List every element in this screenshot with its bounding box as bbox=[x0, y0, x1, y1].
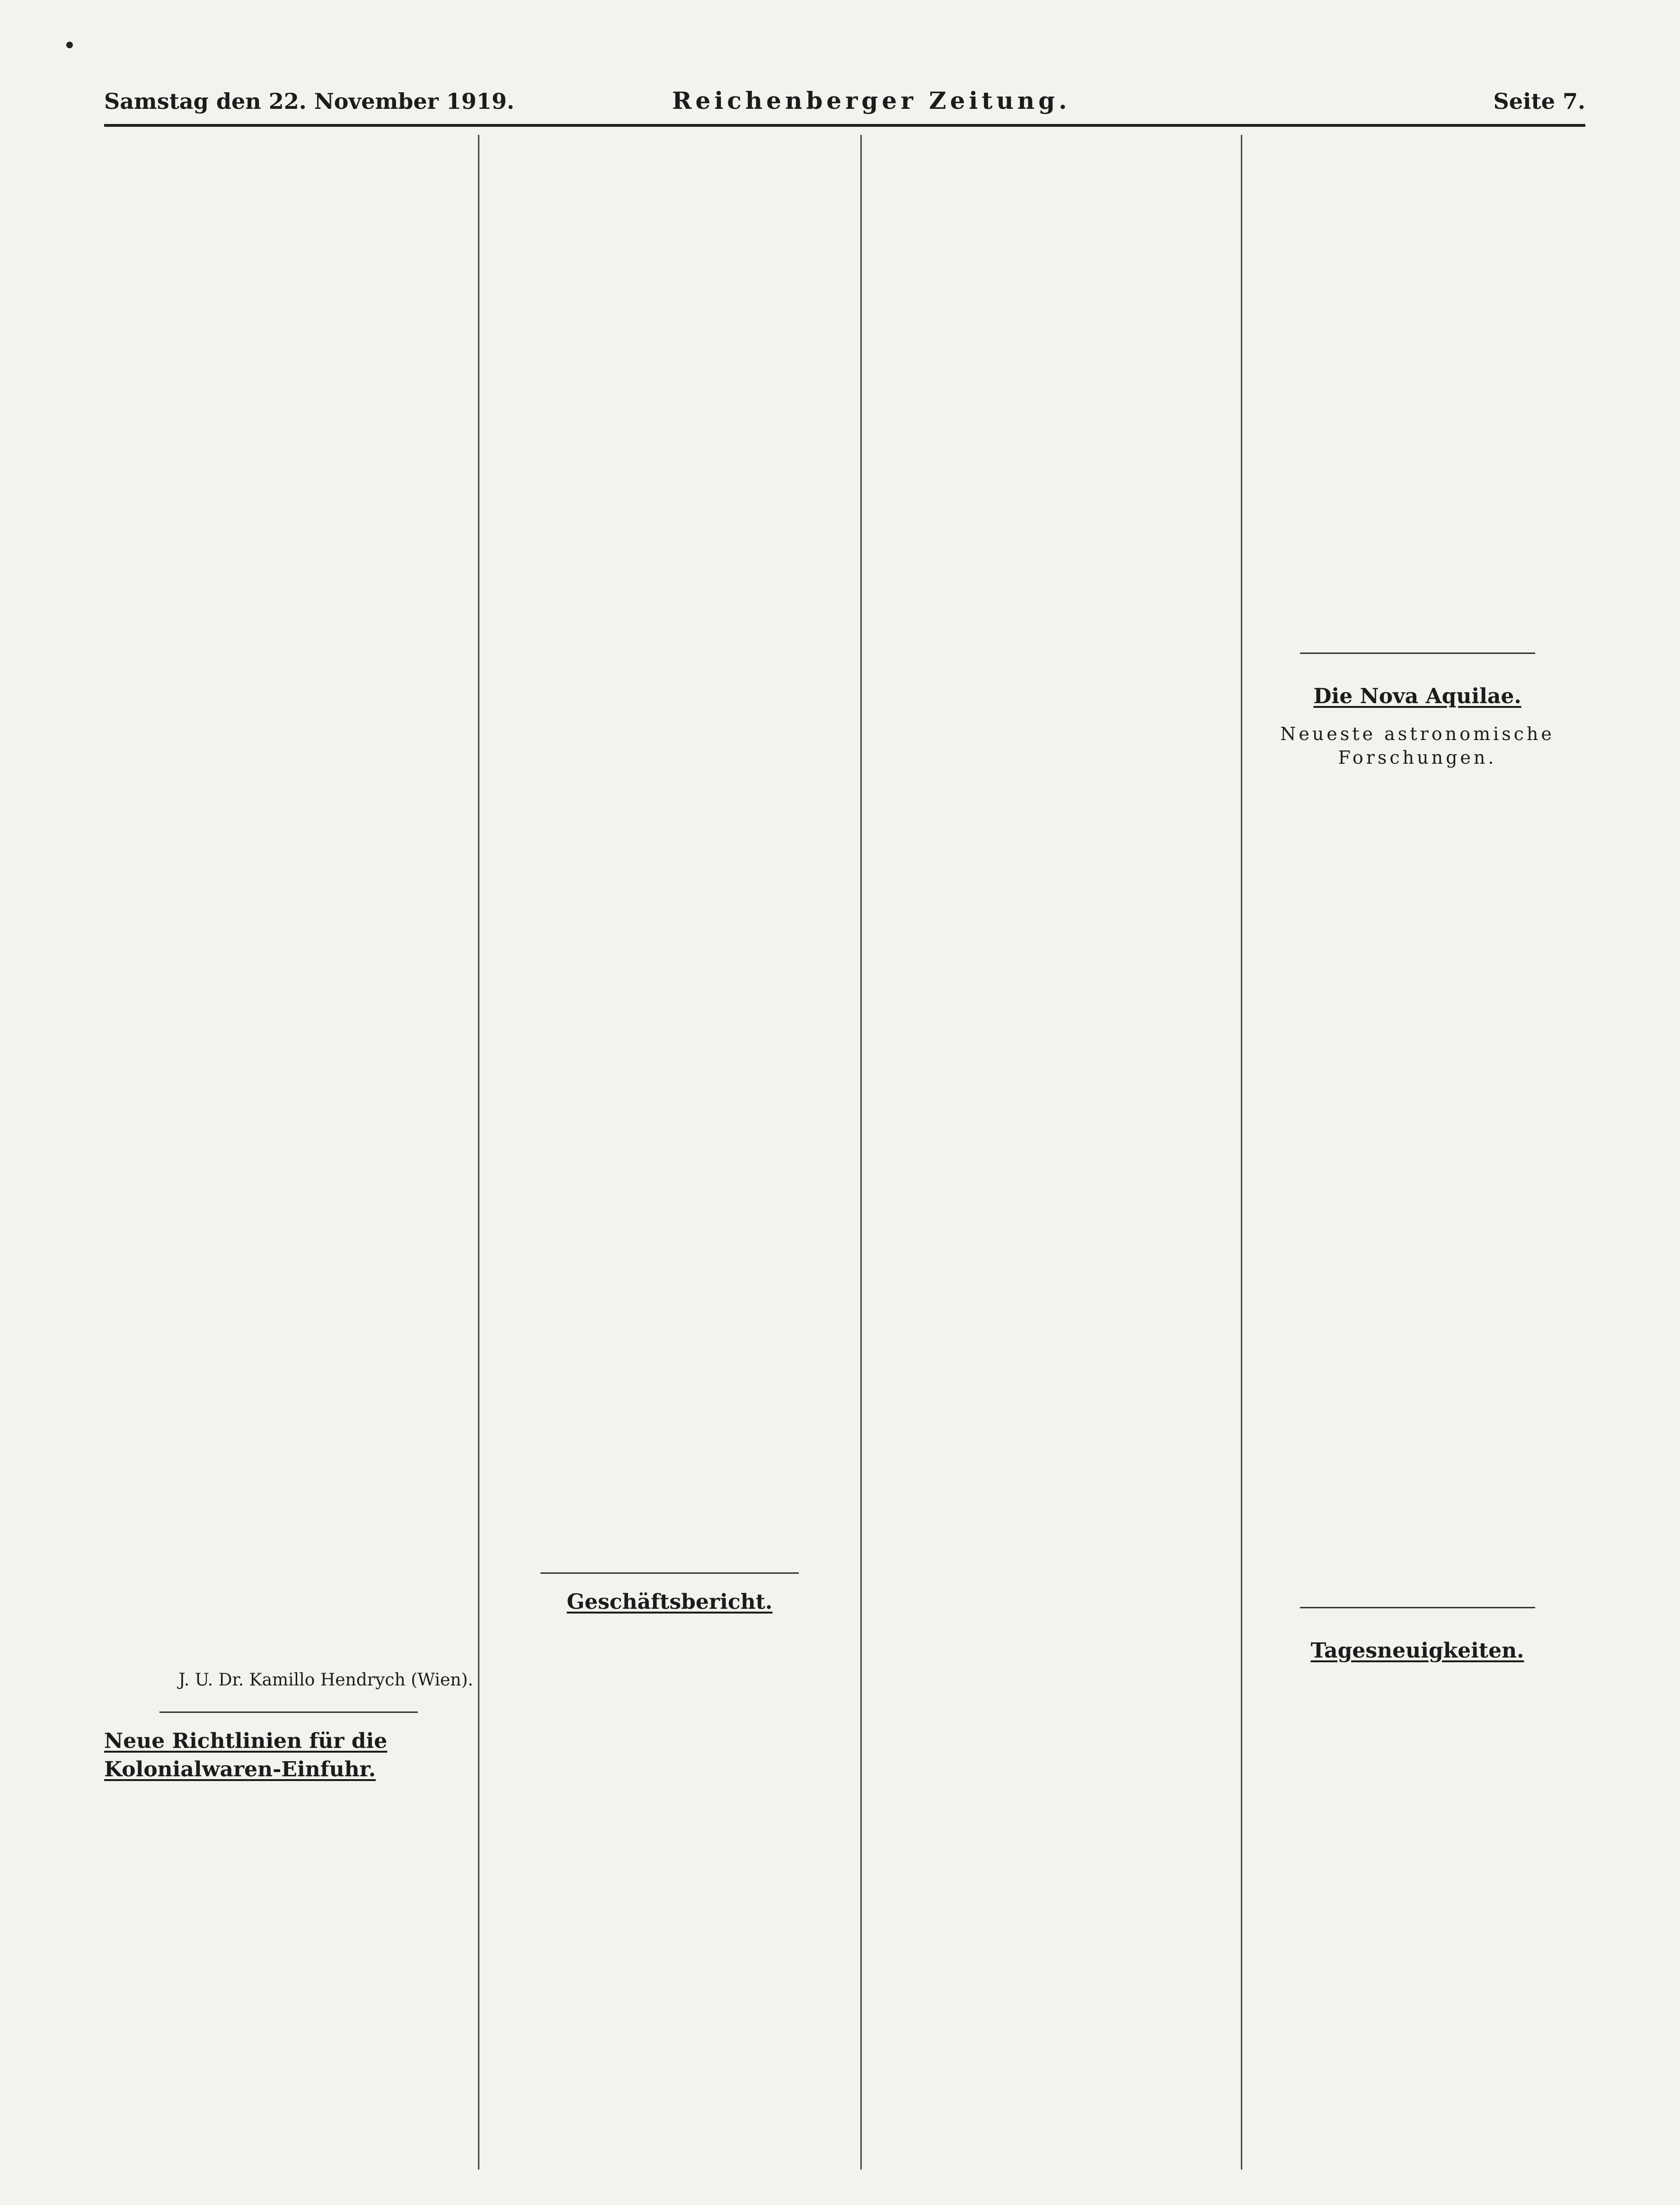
article-paragraph bbox=[1249, 441, 1585, 638]
article-paragraph bbox=[868, 1668, 1238, 1963]
article-paragraph bbox=[868, 748, 1238, 1043]
column-4 bbox=[1249, 135, 1585, 2170]
header-rule bbox=[104, 124, 1585, 127]
article-paragraph bbox=[104, 748, 473, 1043]
article-paragraph bbox=[1249, 1396, 1585, 1593]
page-header bbox=[104, 83, 1585, 121]
page-number: Seite 7. bbox=[1493, 88, 1585, 114]
article-separator bbox=[1300, 653, 1535, 654]
article-paragraph bbox=[485, 441, 854, 737]
article-paragraph bbox=[1249, 1676, 1585, 1873]
page-date: Samstag den 22. November 1919. bbox=[104, 88, 514, 114]
article-subheading: Neueste astronomische Forschungen. bbox=[1280, 723, 1555, 768]
article-heading: Neue Richtlinien für die Kolonialwaren-Einfuhr. bbox=[104, 1729, 388, 1782]
article-paragraph bbox=[868, 1361, 1238, 1657]
article-paragraph bbox=[104, 1055, 473, 1350]
article-paragraph bbox=[104, 1795, 473, 2090]
article-paragraph bbox=[104, 441, 473, 737]
article-heading: Tagesneuigkeiten. bbox=[1310, 1639, 1524, 1663]
column-divider bbox=[860, 135, 862, 2170]
column-divider bbox=[1241, 135, 1242, 2170]
column-divider bbox=[478, 135, 479, 2170]
article-separator bbox=[540, 1572, 799, 1574]
article-paragraph bbox=[104, 135, 473, 430]
column-1 bbox=[104, 135, 473, 2170]
article-paragraph bbox=[868, 1055, 1238, 1350]
article-signature: J. U. Dr. Kamillo Hendrych (Wien). bbox=[178, 1670, 473, 1690]
article-paragraph bbox=[104, 1361, 473, 1657]
article-separator bbox=[1300, 1607, 1535, 1608]
article-paragraph bbox=[485, 1361, 854, 1558]
column-2 bbox=[485, 135, 854, 2170]
print-speck bbox=[66, 42, 73, 48]
article-paragraph bbox=[485, 748, 854, 1043]
article-paragraph bbox=[1249, 1089, 1585, 1385]
article-paragraph bbox=[868, 441, 1238, 737]
column-3 bbox=[868, 135, 1238, 2170]
article-paragraph bbox=[1249, 783, 1585, 1078]
masthead-title: Reichenberger Zeitung. bbox=[672, 87, 1071, 115]
article-paragraph bbox=[868, 135, 1238, 430]
article-paragraph bbox=[485, 135, 854, 430]
article-separator bbox=[159, 1711, 418, 1713]
article-paragraph bbox=[485, 1628, 854, 1923]
article-paragraph bbox=[485, 1055, 854, 1350]
article-heading: Die Nova Aquilae. bbox=[1313, 684, 1521, 708]
article-paragraph bbox=[1249, 135, 1585, 430]
article-heading: Geschäftsbericht. bbox=[566, 1590, 773, 1614]
